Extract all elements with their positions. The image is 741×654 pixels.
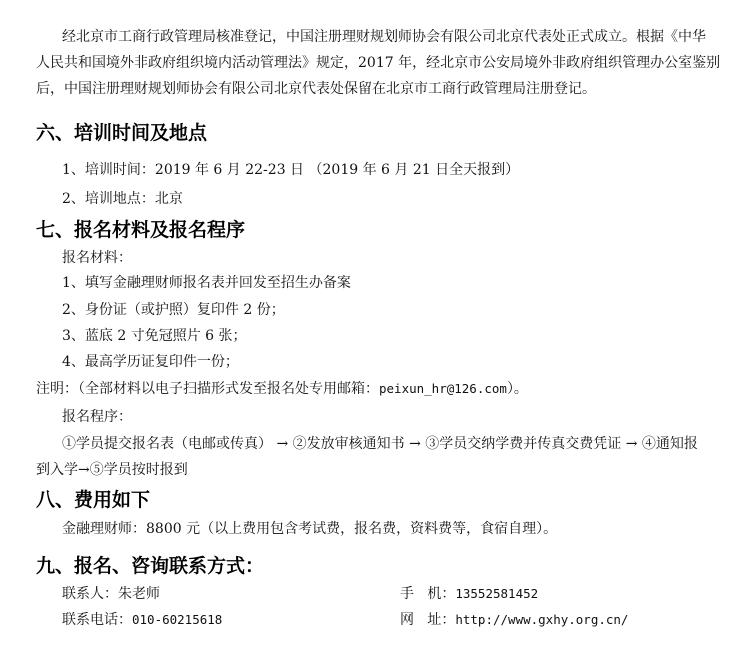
contact-website	[400, 610, 628, 630]
fee-line: 金融理财师：8800 元（以上费用包含考试费，报名费，资料费等，食宿自理）。	[62, 521, 558, 537]
material-item-3: 3、蓝底 2 寸免冠照片 6 张；	[62, 328, 247, 344]
procedure-line-1: ①学员提交报名表（电邮或传真） → ②发放审核通知书 → ③学员交纳学费并传真交费凭证 → ④通知报	[62, 436, 698, 452]
materials-label: 报名材料：	[62, 250, 132, 266]
note-suffix: ）。	[506, 381, 528, 397]
material-item-1: 1、填写金融理财师报名表并回发至招生办备案	[62, 275, 351, 291]
materials-note	[36, 379, 528, 399]
section-7-heading: 七、报名材料及报名程序	[36, 219, 246, 241]
material-item-2: 2、身份证（或护照）复印件 2 份；	[62, 302, 285, 318]
section-8-heading: 八、费用如下	[36, 489, 151, 511]
procedure-label: 报名程序：	[62, 409, 132, 425]
mobile-label: 手 机：	[400, 586, 456, 602]
contact-mobile	[400, 584, 538, 604]
contact-phone	[62, 610, 222, 630]
training-time: 1、培训时间：2019 年 6 月 22-23 日 （2019 年 6 月 21 日全天报到）	[62, 162, 520, 178]
contact-person	[62, 584, 160, 604]
intro-line-3: 后，中国注册理财规划师协会有限公司北京代表处保留在北京市工商行政管理局注册登记。	[36, 81, 596, 97]
contact-value: 朱老师	[118, 586, 160, 602]
contact-label: 联系人：	[62, 586, 118, 602]
web-label: 网 址：	[400, 612, 456, 628]
training-location: 2、培训地点：北京	[62, 191, 183, 207]
phone-label: 联系电话：	[62, 612, 132, 628]
note-email: peixun_hr@126.com	[379, 381, 507, 396]
section-6-heading: 六、培训时间及地点	[36, 122, 208, 144]
intro-line-1: 经北京市工商行政管理局核准登记，中国注册理财规划师协会有限公司北京代表处正式成立。根据《中华	[62, 29, 706, 45]
material-item-4: 4、最高学历证复印件一份；	[62, 354, 239, 370]
note-prefix: 注明：（全部材料以电子扫描形式发至报名处专用邮箱：	[36, 381, 379, 397]
intro-line-2: 人民共和国境外非政府组织境内活动管理法》规定，2017 年，经北京市公安局境外非政府组织管理办公室鉴别	[36, 55, 721, 71]
mobile-value: 13552581452	[455, 586, 539, 601]
procedure-line-2: 到入学→⑤学员按时报到	[36, 462, 188, 478]
section-9-heading: 九、报名、咨询联系方式：	[36, 555, 265, 577]
phone-value: 010-60215618	[132, 612, 223, 627]
web-link[interactable]: http://www.gxhy.org.cn/	[455, 612, 629, 627]
